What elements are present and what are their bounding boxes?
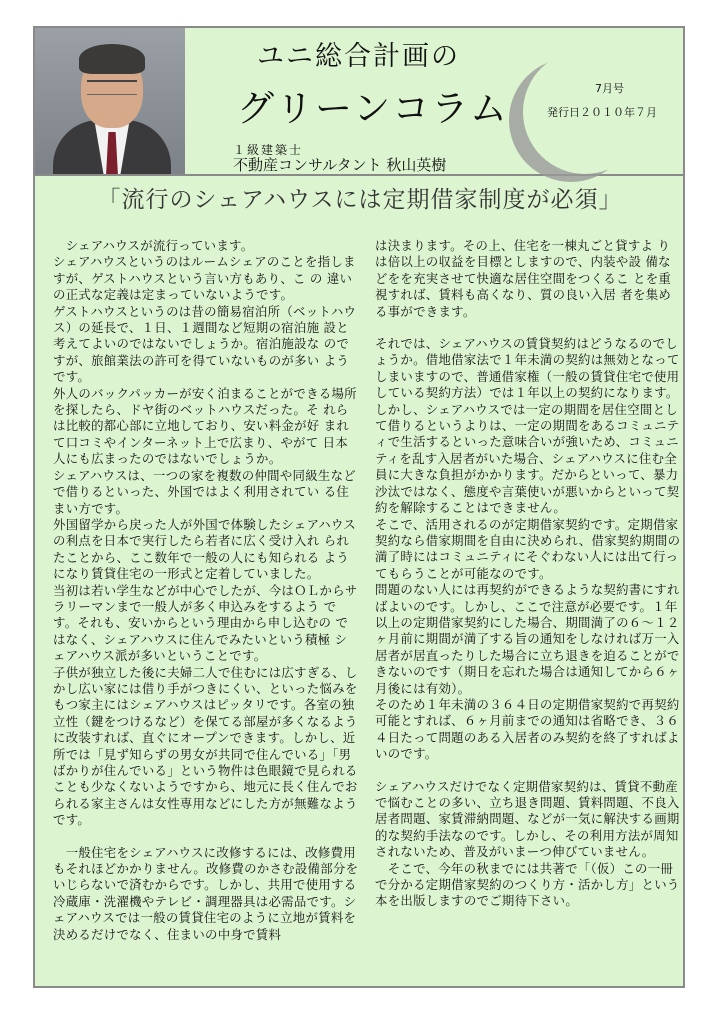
author-role: 不動産コンサルタント 秋山英樹: [233, 156, 447, 174]
issue-label: 7月号: [595, 82, 624, 95]
right-paragraph-3: シェアハウスだけでなく定期借家契約は、賃貸不動産で悩むことの多い、立ち退き問題、賃料問題、不良入居者問題、家賃滞納問題、などが一気に解決する画期的な契約手法なのです。しかし、その利用方法が周知されないため、普及がいまーつ伸びていません。 そこで、今年の秋までには共著で「（仮）この一冊で分かる定期借家契約のつくり方・活かし方」という本を出版しますのでご期待下さい。: [375, 778, 680, 909]
newsletter-frame: [33, 26, 685, 988]
left-column: [53, 238, 359, 943]
author-photo: [35, 28, 185, 174]
license-label: １級建築士: [233, 143, 304, 157]
issue-date: 発行日２０１０年７月: [547, 106, 657, 119]
left-paragraph-1: シェアハウスが流行っています。 シェアハウスというのはルームシェアのことを指しますが、ゲストハウスという言い方もあり、こ の 違いの正式な定義は定まっていないようです。 ゲストハウスというのは昔の簡易宿泊所（ベットハウス）の延長で、１日、１週間など短期の宿泊施 設と考えてよいのではないでしょうか。宿泊施設な のですが、旅館業法の許可を得ていないものが多い ようです。 外人のバックパッカーが安く泊まることができる場所を探したら、ドヤ街のベットハウスだった。そ れらは比較的都心部に立地しており、安い料金が好 まれて口コミやインターネット上で広まり、やがて 日本人にも広まったのではないでしょうか。 シェアハウスは、一つの家を複数の仲間や同級生などで借りるといった、外国ではよく利用されてい る住まい方です。 外国留学から戻った人が外国で体験したシェアハウスの利点を日本で実行したら若者に広く受け入れ られたことから、ここ数年で一般の人にも知られる ようになり賃貸住宅の一形式と定着していました。 当初は若い学生などが中心でしたが、今はＯＬからサラリーマンまで一般人が多く申込みをするよう です。それも、安いからという理由から申し込むの ではなく、シェアハウスに住んでみたいという積極 シェアハウス派が多いということです。 子供が独立した後に夫婦二人で住むには広すぎる、しかし広い家には借り手がつきにくい、といった悩みをもつ家主にはシェアハウスはピッタリです。各室の独立性（鍵をつけるなど）を保てる部屋が多くなるように改装すれば、直ぐにオープンできます。しかし、近所では「見ず知らずの男女が共同で住んでいる」「男ばかりが住んでいる」という物件は色眼鏡で見られることも少なくないようですから、地元に長く住んでおられる家主さんは女性専用などにした方が無難なようです。: [53, 238, 358, 828]
title-line2: グリーンコラム: [237, 87, 509, 130]
header: [35, 28, 683, 176]
right-paragraph-2: それでは、シェアハウスの賃貸契約はどうなるのでしょうか。借地借家法で１年未満の契約は無効となってしまいますので、普通借家権（一般の賃貸住宅で使用している契約方法）では１年以上の契約になります。しかし、シェアハウスでは一定の期間を居住空間として借りるというよりは、一定の期間をあるコミュニティで生活するといった意味合いが強いため、コミュニティを乱す入居者がいた場合、シェアハウスに住む全員に大きな負担がかかります。だからといって、暴力沙汰ではなく、態度や言葉使いが悪いからといって契約を解除することはできません。 そこで、活用されるのが定期借家契約です。定期借家契約なら借家期間を自由に決められ、借家契約期間の満了時にはコミュニティにそぐわない人には出て行ってもらうことが可能なのです。 問題のない人には再契約ができるような契約書にすればよいのです。しかし、ここで注意が必要です。１年以上の定期借家契約にした場合、期間満了の６～１２ヶ月前に期間が満了する旨の通知をしなければ万一入居者が居直ったりした場合に立ち退きを迫ることができないのです（期日を忘れた場合は通知してから６ヶ月後には有効）。 そのため１年未満の３６４日の定期借家契約で再契約可能とすれば、６ヶ月前までの通知は省略でき、３６４日たって問題のある入居者のみ契約を終了すればよいのです。: [375, 336, 681, 762]
title-line1: ユニ総合計画の: [257, 41, 460, 72]
right-paragraph-1: は決まります。その上、住宅を一棟丸ごと貸すよ りは倍以上の収益を目標としますので、内装や設 備などをを充実させて快適な居住空間をつくるこ とを重視すれば、賃料も高くなり、質の良い入居 者を集める事ができます。: [375, 238, 672, 319]
left-paragraph-2: 一般住宅をシェアハウスに改修するには、改修費用もそれほどかかりません。改修費のかさむ設備部分をいじらないで済むからです。しかし、共用で使用する冷蔵庫・洗濯機やテレビ・調理器具は必需品です。シェアハウスでは一般の賃貸住宅のように立地が賃料を決めるだけでなく、住まいの中身で賃料: [53, 844, 359, 942]
right-column: [375, 238, 681, 910]
headline: 「流行のシェアハウスには定期借家制度が必須」: [97, 187, 623, 213]
